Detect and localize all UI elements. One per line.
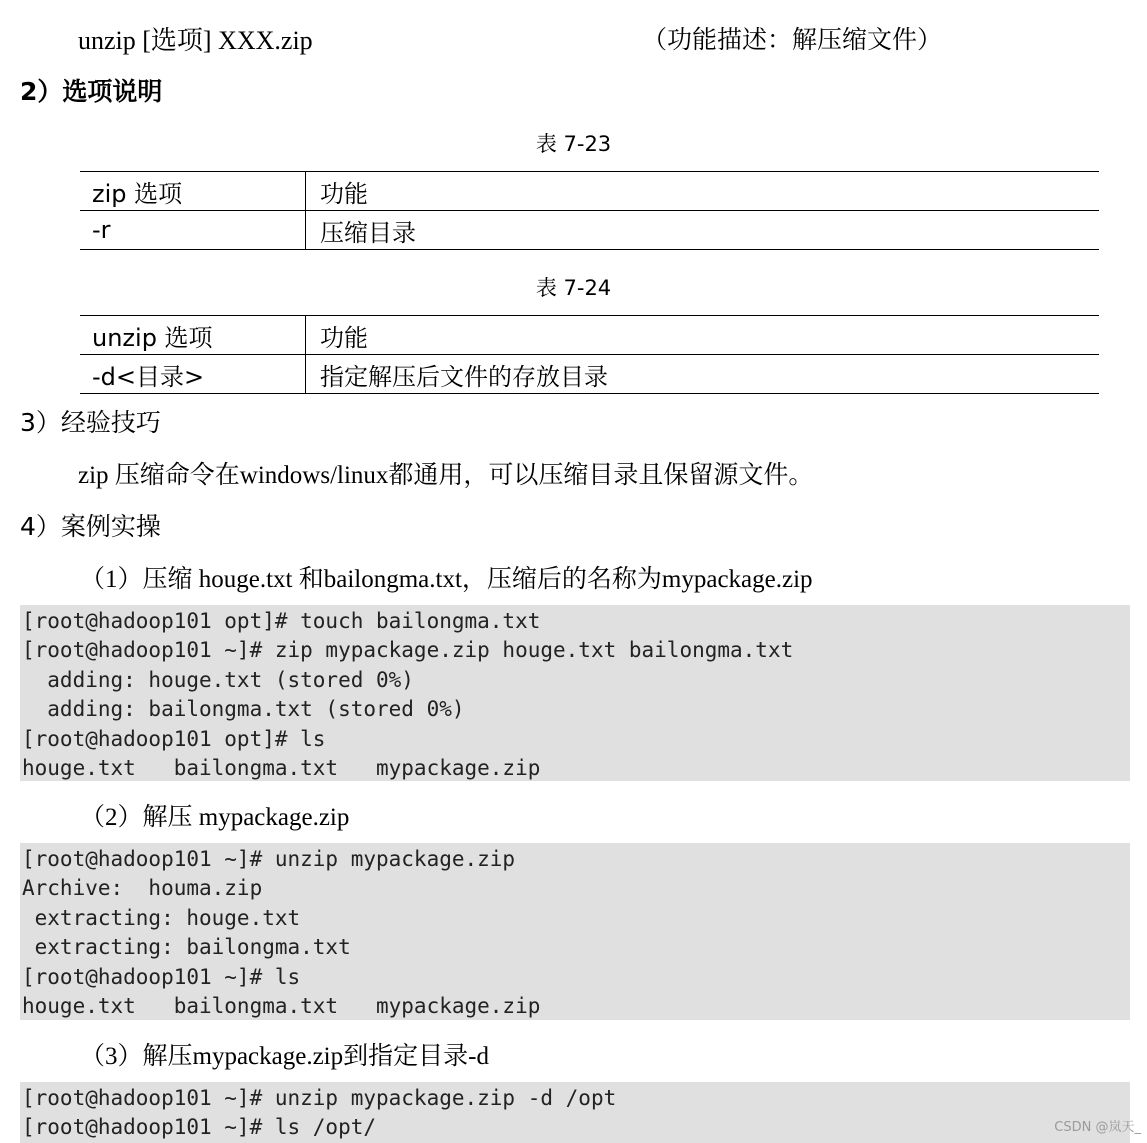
code-line: [root@hadoop101 ~]# ls /opt/ (22, 1115, 377, 1140)
syntax-description: （功能描述：解压缩文件） (642, 25, 943, 54)
function-cell: 压缩目录 (306, 211, 1100, 250)
code-line: [root@hadoop101 opt]# touch bailongma.txt (22, 609, 541, 633)
case-2-title: （2）解压 mypackage.zip (80, 804, 350, 831)
zip-options-table (80, 171, 1099, 250)
case-3-title: （3）解压mypackage.zip到指定目录-d (80, 1043, 489, 1070)
section-2-heading: 2）选项说明 (20, 77, 163, 106)
option-cell: -r (80, 211, 306, 250)
csdn-watermark: CSDN @岚天_ (1054, 1120, 1141, 1135)
case-1-title: （1）压缩 houge.txt 和bailongma.txt，压缩后的名称为mypackage.zip (80, 566, 813, 593)
table-row (80, 211, 1099, 250)
section-4-heading: 4）案例实操 (20, 512, 161, 541)
code-line: adding: bailongma.txt (stored 0%) (22, 697, 465, 722)
code-line: [root@hadoop101 ~]# unzip mypackage.zip -d /opt (22, 1086, 617, 1110)
function-cell: 指定解压后文件的存放目录 (306, 355, 1100, 394)
code-line: extracting: houge.txt (22, 905, 301, 930)
case-2-code-block (20, 843, 1130, 1020)
table-header-row (80, 316, 1099, 355)
code-line: [root@hadoop101 ~]# ls (22, 964, 301, 989)
section-3-body: zip 压缩命令在windows/linux都通用，可以压缩目录且保留源文件。 (78, 462, 814, 489)
table-header-row (80, 172, 1099, 211)
case-1-code-block (20, 605, 1130, 781)
code-line: [root@hadoop101 ~]# unzip mypackage.zip (22, 847, 516, 871)
code-line: houge.txt bailongma.txt mypackage.zip (22, 993, 541, 1018)
table-row (80, 355, 1099, 394)
table-7-23-caption: 表 7-23 (535, 132, 612, 156)
section-3-heading: 3）经验技巧 (20, 408, 161, 437)
code-line: adding: houge.txt (stored 0%) (22, 667, 414, 692)
code-line: houge.txt bailongma.txt mypackage.zip (22, 755, 541, 780)
code-line: [root@hadoop101 opt]# ls (22, 726, 326, 751)
header-option: unzip 选项 (80, 316, 306, 355)
code-line: Archive: houma.zip (22, 876, 263, 901)
option-cell: -d<目录> (80, 355, 306, 394)
header-option: zip 选项 (80, 172, 306, 211)
unzip-options-table (80, 315, 1099, 394)
case-3-code-block (20, 1082, 1130, 1143)
code-line: extracting: bailongma.txt (22, 935, 351, 960)
table-7-24-caption: 表 7-24 (535, 276, 612, 300)
header-function: 功能 (306, 316, 1100, 355)
code-line: [root@hadoop101 ~]# zip mypackage.zip houge.txt bailongma.txt (22, 638, 794, 663)
syntax-command: unzip [选项] XXX.zip (78, 26, 313, 55)
header-function: 功能 (306, 172, 1100, 211)
